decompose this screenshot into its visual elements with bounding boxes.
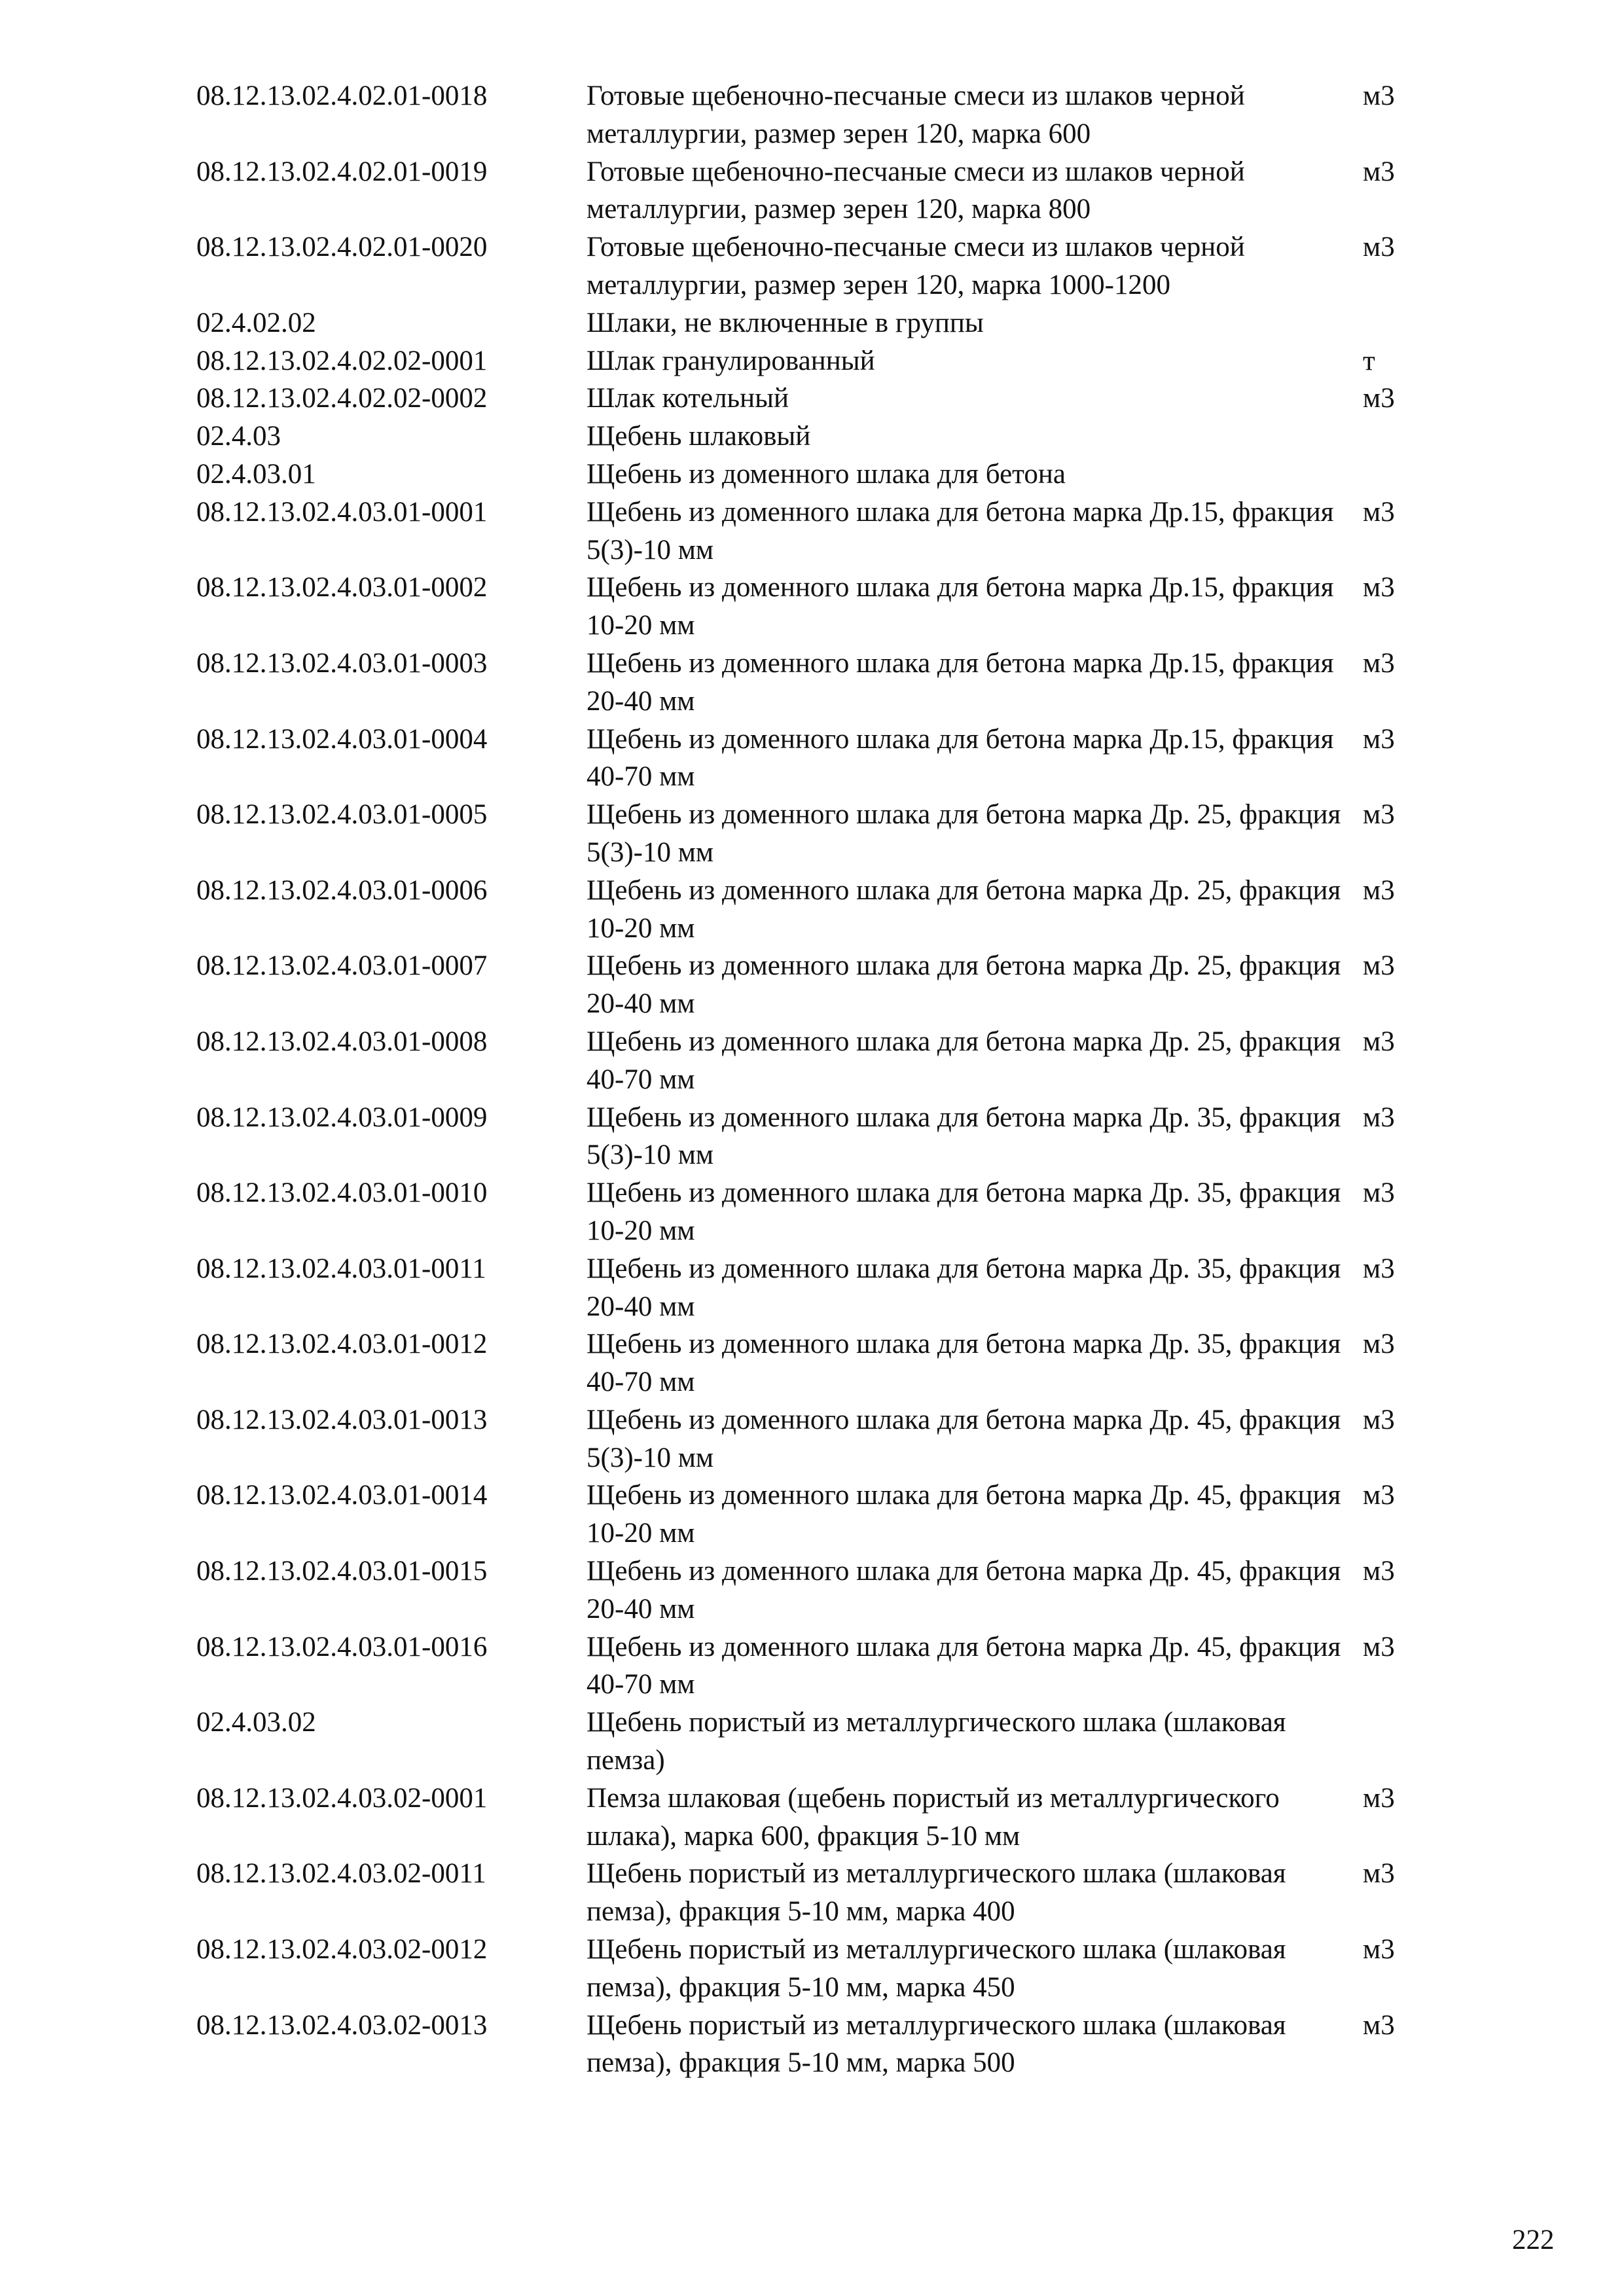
resource-code: 02.4.03.02 xyxy=(196,1707,316,1738)
unit-of-measure: м3 xyxy=(1363,383,1395,414)
resource-name: Щебень из доменного шлака для бетона марка Др. 45, фракция 5(3)-10 мм xyxy=(586,1404,1341,1473)
resource-code: 08.12.13.02.4.03.01-0010 xyxy=(196,1177,488,1209)
unit-of-measure: м3 xyxy=(1363,1253,1395,1284)
resource-name: Щебень из доменного шлака для бетона марка Др. 35, фракция 10-20 мм xyxy=(586,1177,1341,1246)
resource-name: Щебень из доменного шлака для бетона марка Др.15, фракция 10-20 мм xyxy=(586,572,1334,641)
resource-name: Шлак гранулированный xyxy=(586,345,875,376)
resource-name: Щебень пористый из металлургического шлака (шлаковая пемза) xyxy=(586,1707,1286,1776)
resource-code: 08.12.13.02.4.03.01-0004 xyxy=(196,723,488,755)
unit-of-measure: т xyxy=(1363,345,1375,376)
unit-of-measure: м3 xyxy=(1363,1177,1395,1209)
unit-of-measure: м3 xyxy=(1363,647,1395,679)
table-row xyxy=(196,77,1402,153)
table-row xyxy=(196,1099,1402,1175)
resource-name: Щебень из доменного шлака для бетона марка Др. 45, фракция 40-70 мм xyxy=(586,1631,1341,1700)
resource-code: 08.12.13.02.4.03.02-0001 xyxy=(196,1782,488,1814)
unit-of-measure: м3 xyxy=(1363,1782,1395,1814)
table-row xyxy=(196,304,1402,342)
unit-of-measure: м3 xyxy=(1363,2009,1395,2041)
resource-code: 08.12.13.02.4.02.01-0018 xyxy=(196,81,488,111)
resource-name: Щебень из доменного шлака для бетона марка Др.15, фракция 40-70 мм xyxy=(586,723,1334,793)
table-row xyxy=(196,796,1402,872)
resource-code: 08.12.13.02.4.03.01-0003 xyxy=(196,647,488,679)
unit-of-measure: м3 xyxy=(1363,1934,1395,1965)
unit-of-measure: м3 xyxy=(1363,496,1395,528)
price-table xyxy=(196,77,1402,2082)
unit-of-measure xyxy=(1363,418,1402,456)
resource-code: 08.12.13.02.4.03.01-0001 xyxy=(196,496,488,528)
resource-name: Щебень пористый из металлургического шлака (шлаковая пемза), фракция 5-10 мм, марка 450 xyxy=(586,1934,1286,2003)
resource-name: Щебень из доменного шлака для бетона марка Др. 25, фракция 20-40 мм xyxy=(586,950,1341,1020)
resource-code: 08.12.13.02.4.03.01-0006 xyxy=(196,874,488,906)
resource-name: Щебень из доменного шлака для бетона xyxy=(586,458,1066,490)
resource-name: Щебень из доменного шлака для бетона марка Др. 35, фракция 20-40 мм xyxy=(586,1253,1341,1322)
resource-name: Щебень пористый из металлургического шлака (шлаковая пемза), фракция 5-10 мм, марка 500 xyxy=(586,2009,1286,2079)
resource-code: 08.12.13.02.4.03.01-0012 xyxy=(196,1329,488,1360)
table-row xyxy=(196,1780,1402,1856)
table-row xyxy=(196,1628,1402,1704)
resource-name: Щебень из доменного шлака для бетона марка Др. 25, фракция 10-20 мм xyxy=(586,874,1341,944)
table-row xyxy=(196,1552,1402,1628)
unit-of-measure: м3 xyxy=(1363,1329,1395,1360)
table-row xyxy=(196,569,1402,645)
resource-name: Щебень из доменного шлака для бетона марка Др. 25, фракция 40-70 мм xyxy=(586,1026,1341,1095)
table-row xyxy=(196,228,1402,304)
unit-of-measure xyxy=(1363,456,1402,493)
resource-code: 08.12.13.02.4.02.02-0002 xyxy=(196,383,488,414)
table-row xyxy=(196,1174,1402,1250)
unit-of-measure xyxy=(1363,304,1402,342)
resource-code: 08.12.13.02.4.02.02-0001 xyxy=(196,345,488,376)
resource-name: Щебень из доменного шлака для бетона марка Др. 35, фракция 40-70 мм xyxy=(586,1329,1341,1398)
resource-code: 08.12.13.02.4.02.01-0019 xyxy=(196,156,488,187)
resource-code: 08.12.13.02.4.03.01-0002 xyxy=(196,572,488,603)
table-row xyxy=(196,1023,1402,1099)
resource-code: 08.12.13.02.4.03.01-0008 xyxy=(196,1026,488,1057)
resource-code: 08.12.13.02.4.03.01-0005 xyxy=(196,799,488,831)
table-row xyxy=(196,645,1402,721)
table-row xyxy=(196,1401,1402,1477)
table-row xyxy=(196,380,1402,418)
unit-of-measure: м3 xyxy=(1363,1858,1395,1890)
resource-name: Шлак котельный xyxy=(586,383,789,414)
resource-code: 08.12.13.02.4.02.01-0020 xyxy=(196,232,488,263)
resource-code: 02.4.03.01 xyxy=(196,458,316,490)
resource-code: 02.4.03 xyxy=(196,421,281,452)
page-number: 222 xyxy=(1512,2225,1555,2255)
unit-of-measure: м3 xyxy=(1363,950,1395,982)
resource-code: 08.12.13.02.4.03.01-0011 xyxy=(196,1253,486,1284)
resource-name: Щебень из доменного шлака для бетона марка Др. 45, фракция 20-40 мм xyxy=(586,1556,1341,1624)
resource-name: Щебень из доменного шлака для бетона марка Др. 25, фракция 5(3)-10 мм xyxy=(586,799,1341,868)
table-row xyxy=(196,872,1402,948)
table-row xyxy=(196,493,1402,569)
unit-of-measure: м3 xyxy=(1363,874,1395,906)
unit-of-measure: м3 xyxy=(1363,156,1395,187)
resource-name: Щебень из доменного шлака для бетона марка Др.15, фракция 5(3)-10 мм xyxy=(586,496,1334,565)
resource-name: Щебень из доменного шлака для бетона марка Др.15, фракция 20-40 мм xyxy=(586,647,1334,717)
unit-of-measure: м3 xyxy=(1363,1480,1395,1511)
resource-code: 08.12.13.02.4.03.01-0007 xyxy=(196,950,488,982)
table-row xyxy=(196,153,1402,229)
resource-code: 08.12.13.02.4.03.01-0015 xyxy=(196,1556,488,1587)
table-row xyxy=(196,2007,1402,2083)
unit-of-measure: м3 xyxy=(1363,1556,1395,1587)
table-row xyxy=(196,342,1402,380)
unit-of-measure: м3 xyxy=(1363,1631,1395,1662)
resource-code: 08.12.13.02.4.03.02-0012 xyxy=(196,1934,488,1965)
resource-name: Щебень из доменного шлака для бетона марка Др. 35, фракция 5(3)-10 мм xyxy=(586,1102,1341,1171)
resource-code: 08.12.13.02.4.03.01-0014 xyxy=(196,1480,488,1511)
table-row xyxy=(196,1931,1402,2007)
unit-of-measure: м3 xyxy=(1363,81,1395,111)
unit-of-measure xyxy=(1363,1704,1402,1780)
resource-code: 08.12.13.02.4.03.02-0011 xyxy=(196,1858,486,1890)
resource-code: 08.12.13.02.4.03.02-0013 xyxy=(196,2009,488,2041)
resource-name: Готовые щебеночно-песчаные смеси из шлаков черной металлургии, размер зерен 120, марка 600 xyxy=(586,81,1245,149)
resource-code: 02.4.02.02 xyxy=(196,307,316,338)
resource-name: Готовые щебеночно-песчаные смеси из шлаков черной металлургии, размер зерен 120, марка 1000-1200 xyxy=(586,232,1245,300)
table-row xyxy=(196,1477,1402,1552)
unit-of-measure: м3 xyxy=(1363,1102,1395,1133)
resource-code: 08.12.13.02.4.03.01-0016 xyxy=(196,1631,488,1662)
table-row xyxy=(196,1250,1402,1326)
resource-code: 08.12.13.02.4.03.01-0009 xyxy=(196,1102,488,1133)
table-row xyxy=(196,1855,1402,1931)
resource-name: Щебень из доменного шлака для бетона марка Др. 45, фракция 10-20 мм xyxy=(586,1480,1341,1549)
resource-name: Готовые щебеночно-песчаные смеси из шлаков черной металлургии, размер зерен 120, марка 800 xyxy=(586,156,1245,225)
resource-code: 08.12.13.02.4.03.01-0013 xyxy=(196,1404,488,1435)
resource-name: Щебень пористый из металлургического шлака (шлаковая пемза), фракция 5-10 мм, марка 400 xyxy=(586,1858,1286,1928)
table-body xyxy=(196,77,1402,2082)
table-row xyxy=(196,1704,1402,1780)
table-row xyxy=(196,947,1402,1023)
resource-name: Щебень шлаковый xyxy=(586,421,811,452)
unit-of-measure: м3 xyxy=(1363,572,1395,603)
resource-name: Шлаки, не включенные в группы xyxy=(586,307,984,338)
unit-of-measure: м3 xyxy=(1363,1026,1395,1057)
table-row xyxy=(196,456,1402,493)
unit-of-measure: м3 xyxy=(1363,799,1395,831)
table-row xyxy=(196,1325,1402,1401)
table-row xyxy=(196,418,1402,456)
resource-name: Пемза шлаковая (щебень пористый из металлургического шлака), марка 600, фракция 5-10 мм xyxy=(586,1782,1280,1852)
unit-of-measure: м3 xyxy=(1363,723,1395,755)
unit-of-measure: м3 xyxy=(1363,1404,1395,1435)
unit-of-measure: м3 xyxy=(1363,232,1395,263)
table-row xyxy=(196,721,1402,797)
